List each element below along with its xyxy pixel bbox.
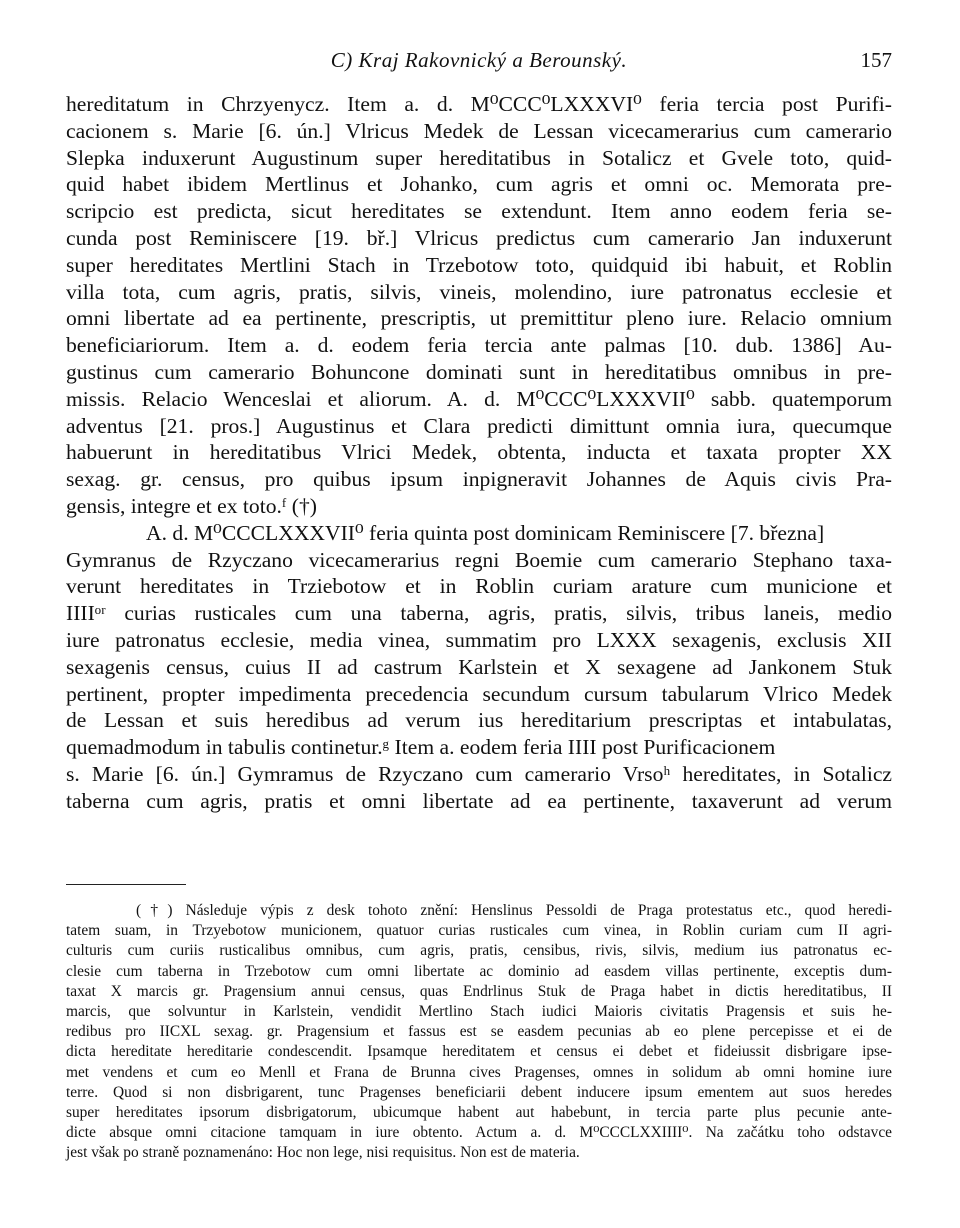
footnote-line: met vendens et cum eo Menll et Frana de Brunna cives Pragenses, omnes in solidum ab omni homine iure [66, 1063, 892, 1081]
text-line: taberna cum agris, pratis et omni libertate ad ea pertinente, taxaverunt ad verum [66, 788, 892, 813]
text-line: cunda post Reminiscere [19. bř.] Vlricus predictus cum camerario Jan induxerunt [66, 225, 892, 250]
text-line: scripcio est predicta, sicut hereditates se extendunt. Item anno eodem feria se- [66, 199, 892, 224]
page-number: 157 [860, 48, 892, 72]
footnote-line: super hereditates ipsorum disbrigatorum, ubicumque habent aut habebunt, in tercia parte plus pecunie ante- [66, 1104, 892, 1122]
text-line: gensis, integre et ex toto.ᶠ (†) [66, 493, 317, 518]
text-line: IIIIᵒʳ curias rusticales cum una taberna, agris, pratis, silvis, tribus laneis, medio [66, 601, 892, 626]
footnote-line: clesie cum taberna in Trzebotow cum omni libertate ac dominio ad easdem villas pertinente, exceptis dum- [66, 962, 892, 980]
text-line: super hereditates Mertlini Stach in Trzebotow toto, quidquid ibi habuit, et Roblin [66, 252, 892, 277]
footnote-line: dicta hereditate hereditarie condescendit. Ipsamque hereditatem et census ei debet et fideiussit disbrigare ipse- [66, 1043, 892, 1061]
footnote-line: marcis, que solvuntur in Karlstein, vendidit Mertlino Stach iudici Maioris civitatis Pragensis et suis he- [66, 1003, 892, 1021]
text-line: hereditatum in Chrzyenycz. Item a. d. M⁰CCC⁰LXXXVI⁰ feria tercia post Purifi- [66, 92, 892, 116]
footnote-line: culturis cum curiis rusticalibus omnibus, cum agris, pratis, censibus, rivis, silvis, medium ius patronatus ec- [66, 942, 892, 960]
footnote-line: terre. Quod si non disbrigarent, tunc Pragenses beneficiarii debent inducere ipsum ementem aut suos heredes [66, 1083, 892, 1101]
text-line: sexag. gr. census, pro quibus ipsum inpigneravit Johannes de Aquis civis Pra- [66, 467, 892, 492]
text-line: gustinus cum camerario Bohuncone dominati sunt in hereditatibus omnibus in pre- [66, 359, 892, 384]
footnote-line: taxat X marcis gr. Pragensium annui census, quas Endrlinus Stuk de Praga habet in dictis hereditatibus, II [66, 982, 892, 1000]
text-line: beneficiariorum. Item a. d. eodem feria tercia ante palmas [10. dub. 1386] Au- [66, 333, 892, 358]
footnote-line: jest však po straně poznamenáno: Hoc non lege, nisi requisitus. Non est de materia. [66, 1144, 580, 1162]
page-header [66, 44, 892, 78]
footnote-line: dicte absque omni citacione tamquam in iure obtento. Actum a. d. M⁰CCCLXXIIII⁰. Na začátku toho odstavce [66, 1124, 892, 1142]
text-line: s. Marie [6. ún.] Gymramus de Rzyczano cum camerario Vrsoʰ hereditates, in Sotalicz [66, 761, 892, 786]
text-line: pertinent, propter impedimenta precedencia secundum cursum tabularum Vlrico Medek [66, 681, 892, 706]
footnote-line: (†) Následuje výpis z desk tohoto znění: Henslinus Pessoldi de Praga protestatus etc., quod heredi- [136, 902, 892, 919]
text-line: quid habet ibidem Mertlinus et Johanko, cum agris et omni oc. Memorata pre- [66, 172, 892, 197]
text-line: sexagenis census, cuius II ad castrum Karlstein et X sexagene ad Jankonem Stuk [66, 654, 892, 679]
text-line: cacionem s. Marie [6. ún.] Vlricus Medek de Lessan vicecamerarius cum camerario [66, 118, 892, 143]
footnote-line: tatem suam, in Trzyebotow municionem, quatuor curias rusticales cum vinea, in Roblin curiam cum II agri- [66, 922, 892, 940]
text-line: omni libertate ad ea pertinente, prescriptis, ut premittitur pleno iure. Relacio omnium [66, 306, 892, 331]
text-line: verunt hereditates in Trziebotow et in Roblin curiam arature cum municione et [66, 574, 892, 599]
text-line: habuerunt in hereditatibus Vlrici Medek, obtenta, inducta et taxata propter XX [66, 440, 892, 465]
text-line: quemadmodum in tabulis continetur.ᵍ Item a. eodem feria IIII post Purificacionem [66, 735, 776, 760]
running-head: C) Kraj Rakovnický a Berounský. [330, 48, 628, 72]
text-line: villa tota, cum agris, pratis, silvis, vineis, molendino, iure patronatus ecclesie et [66, 279, 892, 304]
text-line: Gymranus de Rzyczano vicecamerarius regni Boemie cum camerario Stephano taxa- [66, 547, 892, 572]
main-text [66, 91, 892, 815]
text-line: adventus [21. pros.] Augustinus et Clara predicti dimittunt omnia iura, quecumque [66, 413, 892, 438]
footnote-line: redibus pro IICXL sexag. gr. Pragensium et fassus est se easdem pecunias ab eo plene percepisse et ei de [66, 1023, 892, 1041]
text-line: missis. Relacio Wenceslai et aliorum. A. d. M⁰CCC⁰LXXXVII⁰ sabb. quatemporum [66, 386, 892, 411]
footnote [66, 901, 892, 1164]
text-line: Slepka induxerunt Augustinum super hereditatibus in Sotalicz et Gvele toto, quid- [66, 145, 892, 170]
text-line: A. d. M⁰CCCLXXXVII⁰ feria quinta post dominicam Reminiscere [7. března] [146, 520, 825, 545]
text-line: de Lessan et suis heredibus ad verum ius hereditarium prescriptas et intabulatas, [66, 708, 892, 733]
text-line: iure patronatus ecclesie, media vinea, summatim pro LXXX sexagenis, exclusis XII [66, 627, 892, 652]
footnote-rule [66, 884, 186, 885]
